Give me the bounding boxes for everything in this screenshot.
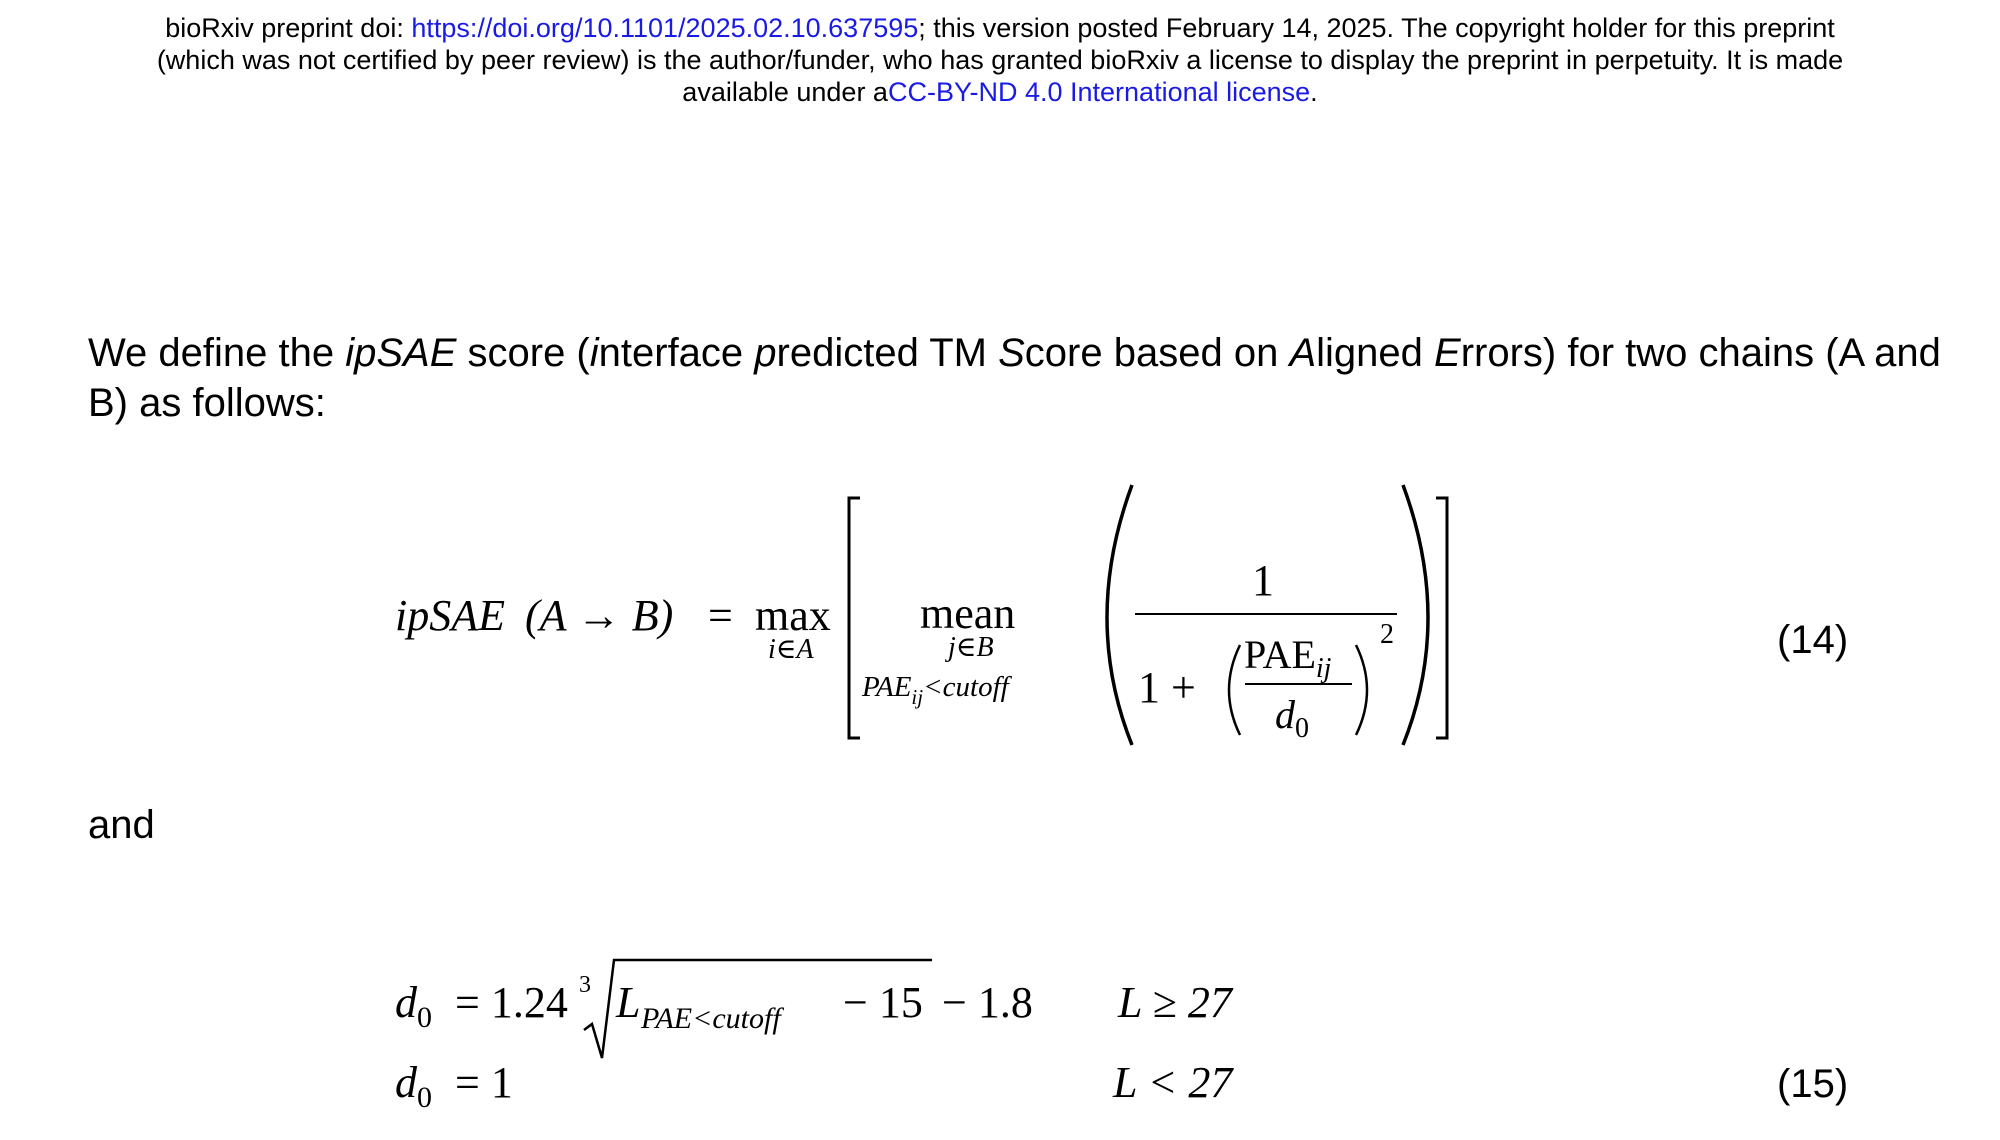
equation-number-14: (14) [1777,618,1849,662]
radicand-tail: − 15 [843,978,923,1027]
d0-row2: $d_0$ [395,1058,432,1114]
cube-root-index: 3 [579,972,591,998]
equation-number-15: (15) [1777,1062,1849,1106]
row1-tail: − 1.8 [942,978,1033,1027]
header-text: available under a [682,77,888,107]
and-text: and [88,803,155,847]
row2-condition: L < 27 [1113,1058,1233,1107]
row2-value: = 1 [455,1058,513,1107]
mean-subscript-1: j∈B [948,632,994,663]
d0-row1: $d_0$ [395,978,432,1034]
ipsae-args: (A → B) [525,591,674,640]
license-link[interactable]: CC-BY-ND 4.0 International license [887,77,1311,107]
doi-link[interactable]: https://doi.org/10.1101/2025.02.10.637595 [411,13,919,43]
header-text: bioRxiv preprint doi: [165,13,412,43]
ipsae-symbol: ipSAE [395,591,505,640]
row1-condition: L ≥ 27 [1118,978,1232,1027]
row1-coefficient: = 1.24 [455,978,568,1027]
header-text: . [1310,77,1318,107]
radicand-L: L [616,978,641,1027]
numerator: 1 [1252,556,1274,605]
max-operator: max [755,591,831,640]
one-plus: 1 + [1138,663,1196,712]
intro-paragraph: We define the ipSAE score (interface predicted TM Score based on Aligned Errors) for two chains (A and B) as follows: [88,331,1941,425]
header-line-2: (which was not certified by peer review) is the author/funder, who has granted bioRxiv a license to display the preprint in perpetuity. It is made [156,45,1844,75]
max-subscript: i∈A [768,634,814,665]
header-text: ; this version posted February 14, 2025. The copyright holder for this preprint [918,13,1835,43]
equals-sign: = [708,591,733,640]
mean-subscript-2: $PAE_{ij}<cutoff$ [862,671,1009,709]
exponent: 2 [1380,619,1394,650]
radicand-subscript: PAE<cutoff [641,1002,781,1035]
mean-operator: mean [920,589,1016,638]
pae-numerator: $PAE_{ij}$ [1244,632,1332,684]
d0-denominator: $d_0$ [1275,692,1309,744]
